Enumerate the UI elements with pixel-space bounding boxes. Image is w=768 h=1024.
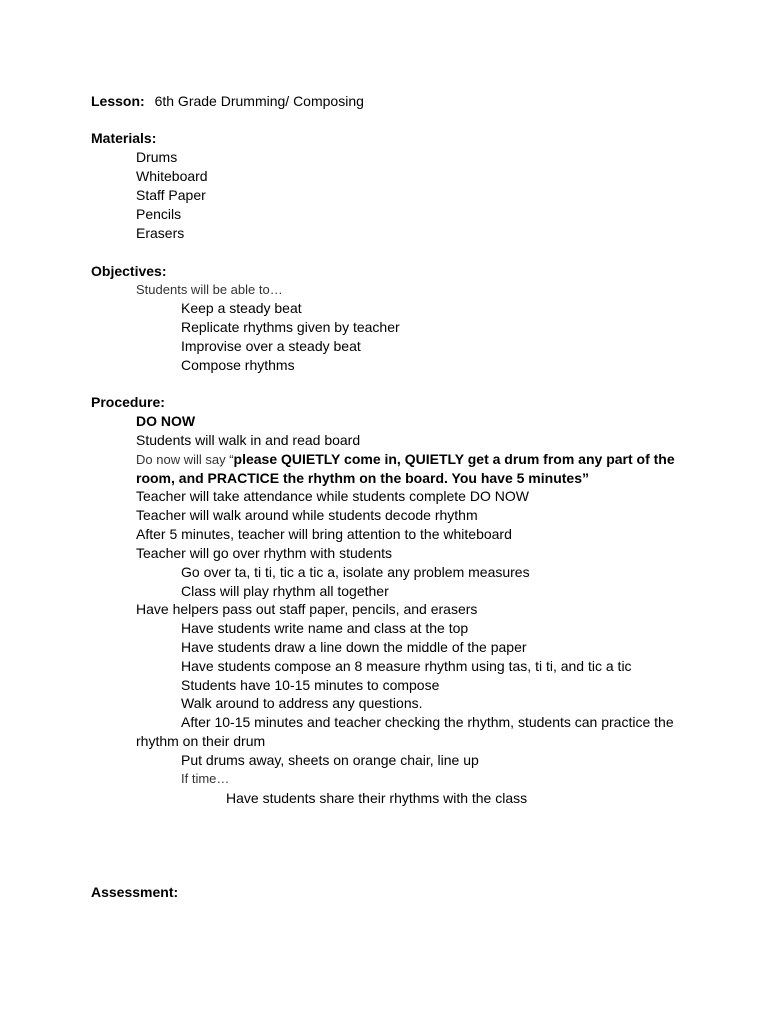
if-time-note: If time… (181, 771, 230, 786)
procedure-extension: Have students share their rhythms with the class (226, 790, 528, 806)
procedure-substep: Put drums away, sheets on orange chair, line up (181, 752, 479, 768)
procedure-substep-continuation: rhythm on their drum (136, 733, 266, 749)
lesson-label: Lesson: (91, 93, 145, 109)
procedure-step: Have helpers pass out staff paper, pencils, and erasers (136, 601, 478, 617)
materials-item: Whiteboard (136, 168, 208, 184)
procedure-substep: Students have 10-15 minutes to compose (181, 677, 440, 693)
procedure-substep: Have students compose an 8 measure rhythm using tas, ti ti, and tic a tic (181, 658, 632, 674)
materials-heading: Materials: (91, 130, 157, 146)
objective-item: Keep a steady beat (181, 300, 302, 316)
procedure-substep: After 10-15 minutes and teacher checking the rhythm, students can practice the (181, 714, 674, 730)
assessment-heading: Assessment: (91, 884, 179, 900)
objective-item: Improvise over a steady beat (181, 338, 361, 354)
materials-item: Erasers (136, 225, 185, 241)
do-now-quote: please QUIETLY come in, QUIETLY get a drum from any part of the (233, 451, 675, 467)
procedure-step: After 5 minutes, teacher will bring attention to the whiteboard (136, 526, 512, 542)
procedure-step: Teacher will walk around while students decode rhythm (136, 507, 478, 523)
do-now-instruction (136, 450, 675, 469)
objectives-intro: Students will be able to… (136, 282, 283, 297)
do-now-heading: DO NOW (136, 413, 196, 429)
procedure-substep: Have students write name and class at the top (181, 620, 469, 636)
do-now-quote-continuation: room, and PRACTICE the rhythm on the board. You have 5 minutes” (136, 470, 589, 486)
procedure-step: Teacher will take attendance while students complete DO NOW (136, 488, 529, 504)
do-now-say-prefix: Do now will say “ (136, 452, 234, 467)
objective-item: Compose rhythms (181, 357, 295, 373)
procedure-substep: Class will play rhythm all together (181, 583, 389, 599)
lesson-title: 6th Grade Drumming/ Composing (154, 93, 364, 109)
procedure-substep: Go over ta, ti ti, tic a tic a, isolate any problem measures (181, 564, 530, 580)
objectives-heading: Objectives: (91, 263, 167, 279)
objective-item: Replicate rhythms given by teacher (181, 319, 400, 335)
materials-item: Staff Paper (136, 187, 206, 203)
procedure-substep: Have students draw a line down the middle of the paper (181, 639, 527, 655)
procedure-substep: Walk around to address any questions. (181, 695, 423, 711)
procedure-step: Teacher will go over rhythm with students (136, 545, 392, 561)
procedure-step: Students will walk in and read board (136, 432, 361, 448)
lesson-line (91, 92, 364, 110)
materials-item: Drums (136, 149, 178, 165)
procedure-heading: Procedure: (91, 394, 165, 410)
materials-item: Pencils (136, 206, 182, 222)
